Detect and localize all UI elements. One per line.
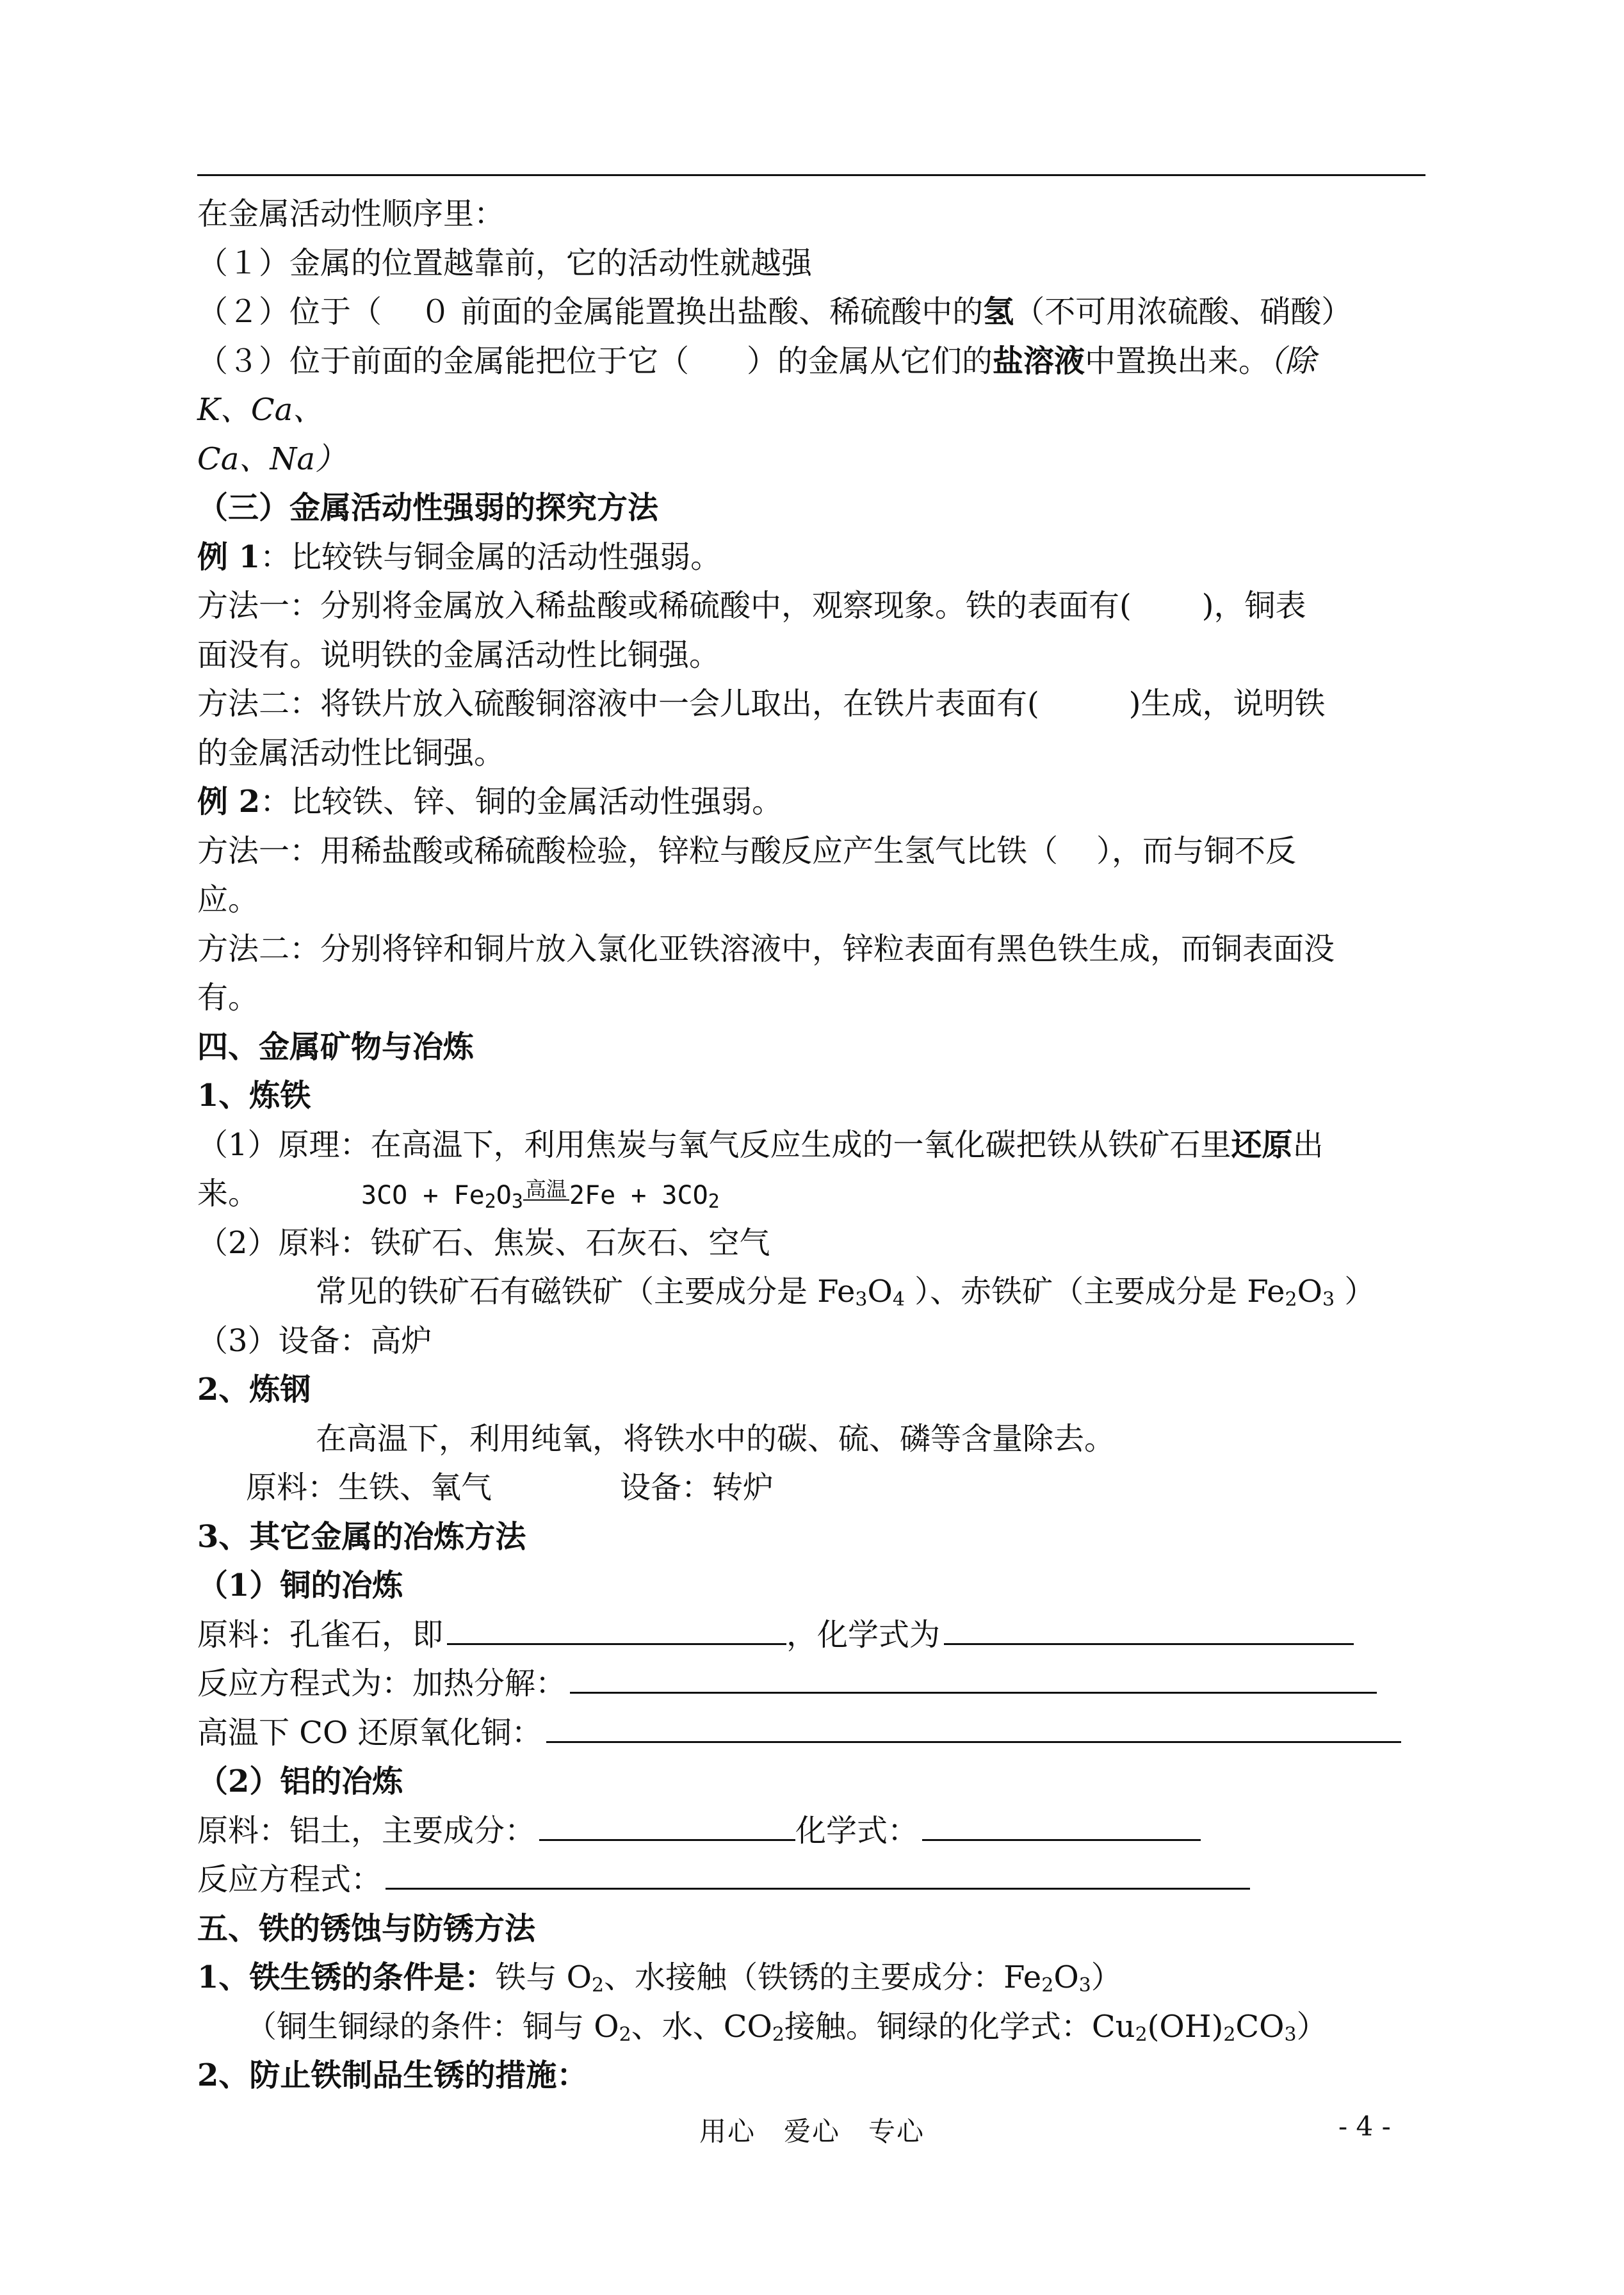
section-heading	[197, 1904, 1425, 1954]
text: ）	[1296, 2008, 1328, 2045]
subscript: 2	[592, 1974, 605, 1997]
text-line	[197, 925, 1425, 974]
text-line	[197, 973, 1425, 1023]
text: 面没有。说明铁的金属活动性比铜强。	[197, 637, 720, 673]
text: 方法二：将铁片放入硫酸铜溶液中一会儿取出，在铁片表面有(	[197, 686, 1039, 722]
bold-text: 盐溶液	[993, 343, 1085, 379]
text: CO	[1235, 2008, 1285, 2045]
eq-part: 3CO + Fe	[361, 1181, 485, 1210]
text-line	[197, 581, 1425, 631]
text-line	[197, 1659, 1425, 1708]
text-line	[197, 777, 1425, 827]
text-line	[197, 679, 1425, 729]
text-line	[197, 729, 1425, 778]
answer-blank[interactable]	[386, 1862, 1250, 1890]
subscript: 4	[892, 1288, 905, 1311]
text-line	[197, 288, 1425, 337]
text: 的金属活动性比铜强。	[197, 734, 505, 771]
text: 有。	[197, 980, 259, 1016]
text: 出	[1292, 1126, 1324, 1163]
text: ）、赤铁矿（主要成分是 Fe	[904, 1274, 1285, 1310]
text-line	[197, 1708, 1425, 1758]
document-body	[197, 190, 1425, 2100]
subsection-heading	[197, 1512, 1425, 1562]
text: 在高温下，利用纯氧，将铁水中的碳、硫、磷等含量除去。	[316, 1420, 1116, 1457]
section-heading	[197, 1023, 1425, 1072]
text: 接触。铜绿的化学式：Cu	[784, 2008, 1135, 2045]
subsection-heading	[197, 2051, 1425, 2100]
text: 应。	[197, 882, 259, 918]
text: O	[1053, 1959, 1079, 1995]
text: （2）原料：铁矿石、焦炭、石灰石、空气	[197, 1224, 770, 1261]
subscript: 2	[619, 2023, 631, 2046]
subscript: 3	[1284, 2023, 1297, 2046]
answer-blank[interactable]	[447, 1618, 786, 1645]
italic-text: （除	[1269, 343, 1316, 379]
text: 方法一：用稀盐酸或稀硫酸检验，锌粒与酸反应产生氢气比铁（	[197, 832, 1059, 869]
bold-text: 1、铁生锈的条件是：	[197, 1959, 496, 1995]
text: )生成，说明铁	[1128, 686, 1326, 722]
text: （3）设备：高炉	[197, 1322, 432, 1359]
heading-text: （三）金属活动性强弱的探究方法	[197, 490, 659, 526]
text-line	[197, 1267, 1425, 1317]
text: (OH)	[1147, 2008, 1224, 2045]
chemical-equation	[361, 1177, 720, 1213]
header-rule	[197, 174, 1425, 176]
text: O	[1297, 1274, 1322, 1310]
section-heading	[197, 483, 1425, 533]
subscript: 2	[772, 2023, 784, 2046]
subsection-heading	[197, 1561, 1425, 1610]
text: ，化学式为	[786, 1616, 941, 1653]
text: O	[867, 1274, 893, 1310]
text-line	[197, 1415, 1425, 1464]
text: 来。	[197, 1176, 259, 1212]
text: 方法二：分别将锌和铜片放入氯化亚铁溶液中，锌粒表面有黑色铁生成，而铜表面没	[197, 930, 1335, 967]
text-line	[197, 385, 1425, 435]
text: )，铜表	[1201, 588, 1306, 624]
text-line	[197, 1610, 1425, 1660]
text: ：比较铁与铜金属的活动性强弱。	[260, 539, 722, 575]
text-line	[197, 1463, 1425, 1512]
text: （３）位于前面的金属能把位于它（	[197, 343, 690, 379]
text: 、水、CO	[631, 2008, 772, 2045]
heading-text: （2）铝的冶炼	[197, 1764, 403, 1799]
text: ０ 前面的金属能置换出盐酸、稀硫酸中的	[420, 294, 984, 330]
answer-blank[interactable]	[546, 1715, 1401, 1743]
text-line	[197, 1121, 1425, 1170]
heading-text: 1、炼铁	[197, 1078, 311, 1114]
page-number: - 4 -	[1338, 2111, 1391, 2142]
text: 反应方程式为：加热分解：	[197, 1666, 567, 1701]
eq-part: 2Fe + 3CO	[569, 1181, 708, 1210]
subscript: 3	[1078, 1974, 1091, 1997]
text: 高温下 CO 还原氧化铜：	[197, 1714, 542, 1751]
heading-text: 2、炼钢	[197, 1372, 311, 1407]
subscript: 2	[1223, 2023, 1236, 2046]
text-line	[197, 875, 1425, 925]
text: ）	[1091, 1959, 1122, 1995]
text-line	[197, 435, 1425, 484]
italic-text: K、Ca、	[197, 392, 324, 428]
text: （２）位于（	[197, 294, 382, 330]
text: 、水接触（铁锈的主要成分：Fe	[604, 1959, 1042, 1995]
answer-blank[interactable]	[570, 1666, 1377, 1694]
text: 原料：生铁、氧气	[246, 1470, 492, 1505]
text-line	[197, 631, 1425, 680]
text: （铜生铜绿的条件：铜与 O	[246, 2008, 619, 2045]
text: ）	[1335, 1274, 1376, 1310]
text-line	[197, 1855, 1425, 1904]
subsection-heading	[197, 1071, 1425, 1121]
text: 铁与 O	[495, 1959, 592, 1995]
reaction-condition: 高温	[523, 1179, 569, 1201]
text: 中置换出来。	[1085, 343, 1270, 379]
italic-text: Ca、Na）	[197, 441, 346, 477]
subscript: 3	[855, 1288, 868, 1311]
equation-line	[197, 1169, 1425, 1219]
text-line	[197, 2002, 1425, 2052]
subscript: 3	[1322, 1288, 1335, 1311]
heading-text: 四、金属矿物与冶炼	[197, 1028, 475, 1065]
text: 原料：孔雀石，即	[197, 1616, 444, 1653]
text-line	[197, 827, 1425, 876]
text-line	[197, 1219, 1425, 1268]
text-line	[197, 1317, 1425, 1366]
heading-text: 3、其它金属的冶炼方法	[197, 1518, 526, 1555]
text: ），而与铜不反	[1096, 832, 1297, 869]
text: 设备：转炉	[620, 1470, 774, 1505]
text: 在金属活动性顺序里：	[197, 196, 505, 232]
footer-slogan: 用心 爱心 专心	[699, 2116, 925, 2147]
bold-text: 例 1	[197, 539, 261, 575]
text-line	[197, 533, 1425, 582]
text: （１）金属的位置越靠前，它的活动性就越强	[197, 245, 813, 281]
subscript: 2	[1041, 1974, 1054, 1997]
text: ：比较铁、锌、铜的金属活动性强弱。	[260, 784, 783, 820]
heading-text: （1）铜的冶炼	[197, 1568, 403, 1603]
text: 化学式：	[795, 1812, 919, 1849]
text-line	[197, 1806, 1425, 1856]
text-line	[197, 337, 1425, 386]
text: 反应方程式：	[197, 1861, 382, 1897]
text-line	[197, 239, 1425, 288]
text-line	[197, 1953, 1425, 2002]
text: 常见的铁矿石有磁铁矿（主要成分是 Fe	[316, 1274, 856, 1310]
heading-text: 2、防止铁制品生锈的措施：	[197, 2057, 588, 2093]
heading-text: 五、铁的锈蚀与防锈方法	[197, 1910, 536, 1947]
text-line	[197, 190, 1425, 239]
text: ）的金属从它们的	[747, 343, 993, 379]
text: 原料：铝土，主要成分：	[197, 1812, 536, 1849]
answer-blank[interactable]	[922, 1813, 1201, 1841]
bold-text: 氢	[983, 294, 1014, 330]
bold-text: 还原	[1231, 1126, 1293, 1163]
answer-blank[interactable]	[944, 1618, 1354, 1645]
subscript: 2	[1135, 2023, 1148, 2046]
subscript: 2	[484, 1190, 496, 1213]
text: （不可用浓硫酸、硝酸）	[1014, 294, 1352, 330]
eq-part: O	[496, 1181, 512, 1210]
subsection-heading	[197, 1757, 1425, 1806]
subscript: 2	[1285, 1288, 1297, 1311]
text: 方法一：分别将金属放入稀盐酸或稀硫酸中，观察现象。铁的表面有(	[197, 588, 1132, 624]
subscript: 2	[708, 1190, 720, 1213]
text: （1）原理：在高温下，利用焦炭与氧气反应生成的一氧化碳把铁从铁矿石里	[197, 1126, 1231, 1163]
answer-blank[interactable]	[539, 1813, 795, 1841]
bold-text: 例 2	[197, 784, 261, 820]
subsection-heading	[197, 1365, 1425, 1415]
subscript: 3	[511, 1190, 523, 1213]
